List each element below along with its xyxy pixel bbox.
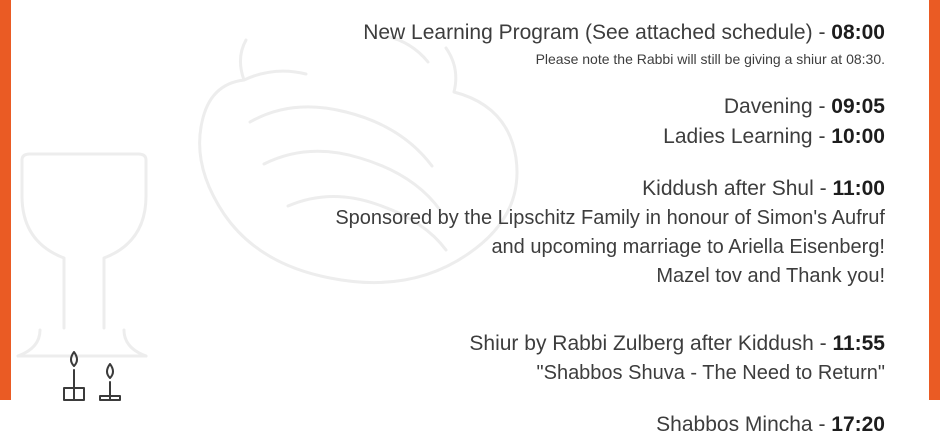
schedule-item-label: Shiur by Rabbi Zulberg after Kiddush - xyxy=(469,332,833,355)
schedule-list xyxy=(29,0,929,436)
schedule-item-label: Ladies Learning - xyxy=(663,125,832,148)
schedule-item-time: 17:20 xyxy=(831,413,885,436)
schedule-item-learning-program xyxy=(29,18,885,48)
schedule-item-time: 10:00 xyxy=(831,125,885,148)
shiur-topic: "Shabbos Shuva - The Need to Return" xyxy=(536,362,885,384)
spacer xyxy=(29,291,885,329)
schedule-item-label: Davening - xyxy=(723,95,832,118)
schedule-item-time: 11:55 xyxy=(832,332,885,355)
schedule-item-label: Shabbos Mincha - xyxy=(656,413,832,436)
spacer xyxy=(29,152,885,174)
kiddush-sponsor-line-2: and upcoming marriage to Ariella Eisenberg! xyxy=(491,236,885,258)
schedule-item-ladies-learning xyxy=(29,122,885,152)
schedule-item-label: New Learning Program (See attached schedule) - xyxy=(363,21,832,44)
schedule-item-time: 08:00 xyxy=(831,21,885,44)
kiddush-sponsor-line-1: Sponsored by the Lipschitz Family in honour of Simon's Aufruf xyxy=(335,207,885,229)
kiddush-sponsor-line-3: Mazel tov and Thank you! xyxy=(656,265,885,287)
left-accent-bar xyxy=(0,0,11,400)
spacer xyxy=(29,70,885,92)
spacer xyxy=(29,388,885,410)
schedule-item-shiur xyxy=(29,329,885,359)
schedule-item-davening xyxy=(29,92,885,122)
schedule-item-time: 09:05 xyxy=(831,95,885,118)
schedule-item-mincha xyxy=(29,410,885,440)
schedule-item-learning-program-note: Please note the Rabbi will still be giving a shiur at 08:30. xyxy=(535,51,885,67)
right-accent-bar xyxy=(929,0,940,400)
schedule-item-time: 11:00 xyxy=(832,177,885,200)
schedule-item-kiddush xyxy=(29,174,885,204)
schedule-item-label: Kiddush after Shul - xyxy=(642,177,833,200)
